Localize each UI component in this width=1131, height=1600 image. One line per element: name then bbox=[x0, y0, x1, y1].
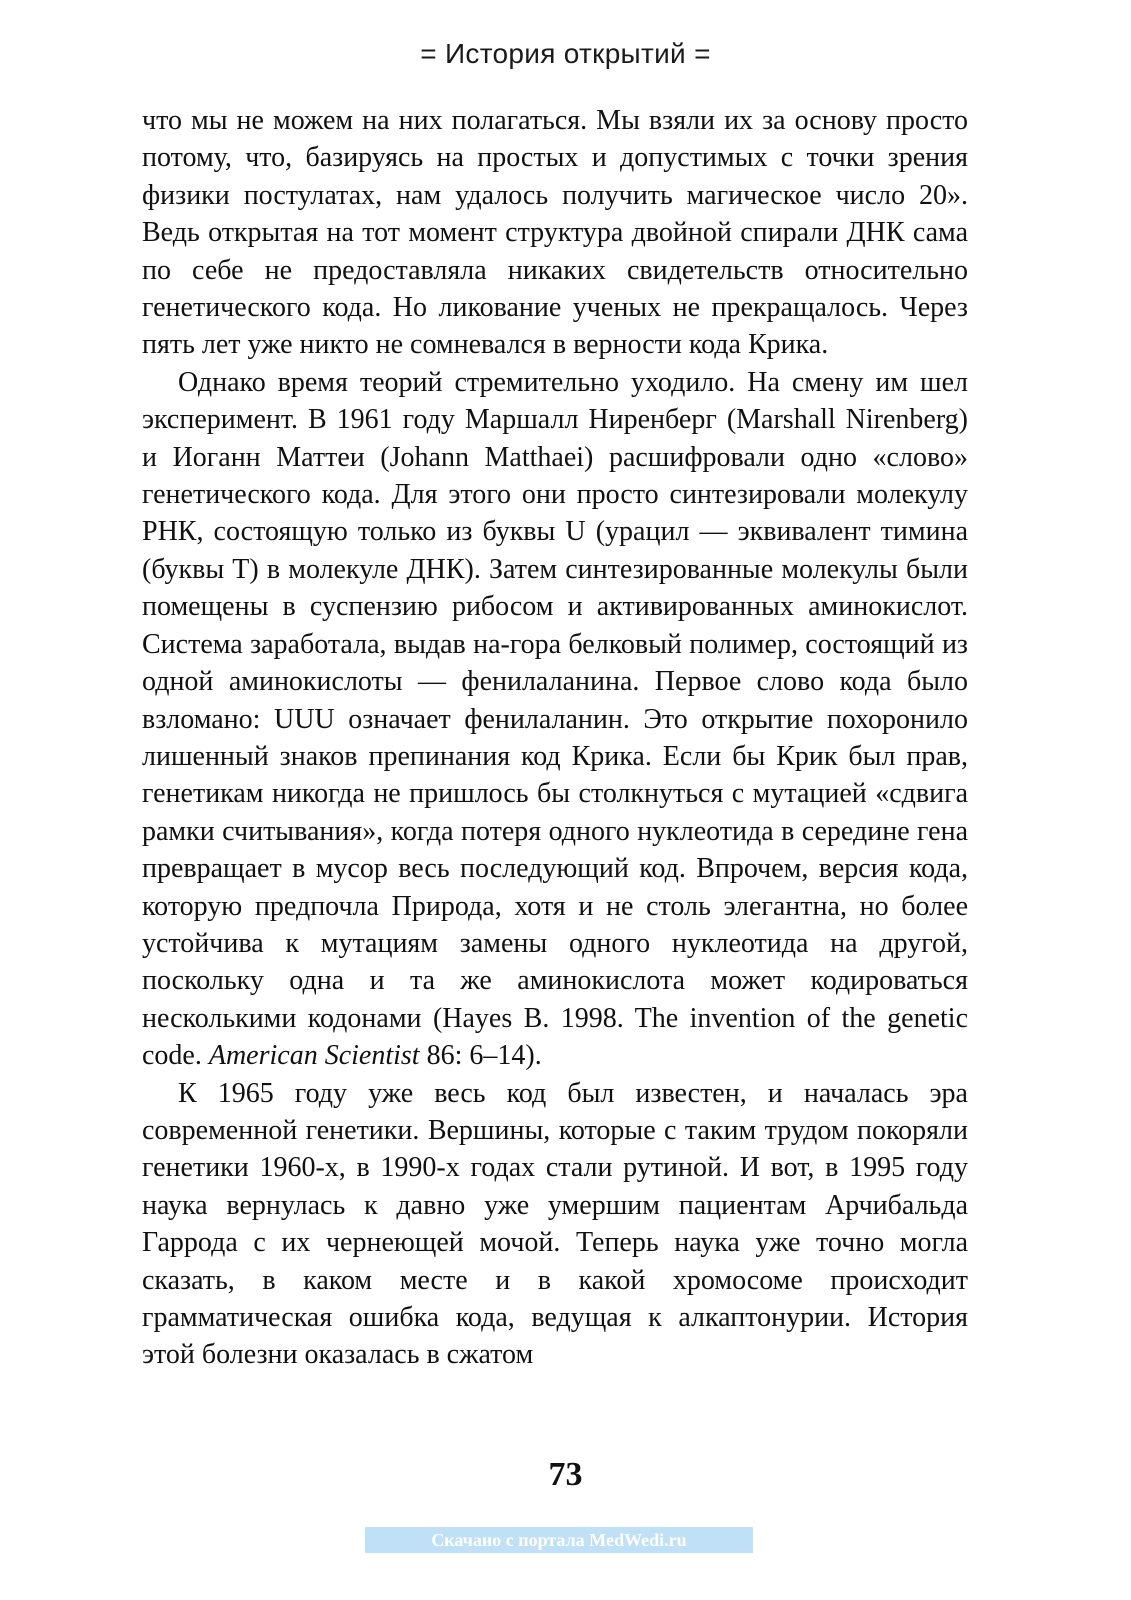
body-text bbox=[142, 102, 968, 1374]
paragraph-2-text: Однако время теорий стремительно уходило. На смену им шел эксперимент. В 1961 году Маршалл Ниренберг (Marshall Nirenberg) и Иоганн Маттеи (Johann Matthaei) расшифровали одно «слово» генетического кода. Для этого они просто синтезировали молекулу РНК, состоящую только из буквы U (урацил — эквивалент тимина (буквы Т) в молекуле ДНК). Затем синтезированные молекулы были помещены в суспензию рибосом и активированных аминокислот. Система заработала, выдав на-гора белковый полимер, состоящий из одной аминокислоты — фенилаланина. Первое слово кода было взломано: UUU означает фенилаланин. Это открытие похоронило лишенный знаков препинания код Крика. Если бы Крик был прав, генетикам никогда не пришлось бы столкнуться с мутацией «сдвига рамки считывания», когда потеря одного нуклеотида в середине гена превращает в мусор весь последующий код. Впрочем, версия кода, которую предпочла Природа, хотя и не столь элегантна, но более устойчива к мутациям замены одного нуклеотида на другой, поскольку одна и та же аминокислота может кодироваться несколькими кодонами (Hayes B. 1998. The invention of the genetic code. bbox=[142, 366, 968, 1072]
paragraph-3: К 1965 году уже весь код был известен, и началась эра современной генетики. Вершины, которые с таким трудом покоряли генетики 1960-х, в 1990-х годах стали рутиной. И вот, в 1995 году наука вернулась к давно уже умершим пациентам Арчибальда Гаррода с их чернеющей мочой. Теперь наука уже точно могла сказать, в каком месте и в какой хромосоме происходит грамматическая ошибка кода, ведущая к алкаптонурии. История этой болезни оказалась в сжатом bbox=[142, 1077, 968, 1371]
paragraph-1: что мы не можем на них полагаться. Мы взяли их за основу просто потому, что, базируясь на простых и допустимых с точки зрения физики постулатах, нам удалось получить магическое число 20». Ведь открытая на тот момент структура двойной спирали ДНК сама по себе не предоставляла никаких свидетельств относительно генетического кода. Но ликование ученых не прекращалось. Через пять лет уже никто не сомневался в верности кода Крика. bbox=[142, 105, 968, 361]
page-number: 73 bbox=[548, 1456, 583, 1493]
paragraph-2 bbox=[142, 364, 968, 1075]
paragraph-2-citation-end: 86: 6–14). bbox=[419, 1040, 542, 1072]
journal-title: American Scientist bbox=[208, 1040, 420, 1072]
running-header: = История открытий = bbox=[420, 38, 711, 69]
watermark-banner: Скачано с портала MedWedi.ru bbox=[365, 1527, 753, 1553]
